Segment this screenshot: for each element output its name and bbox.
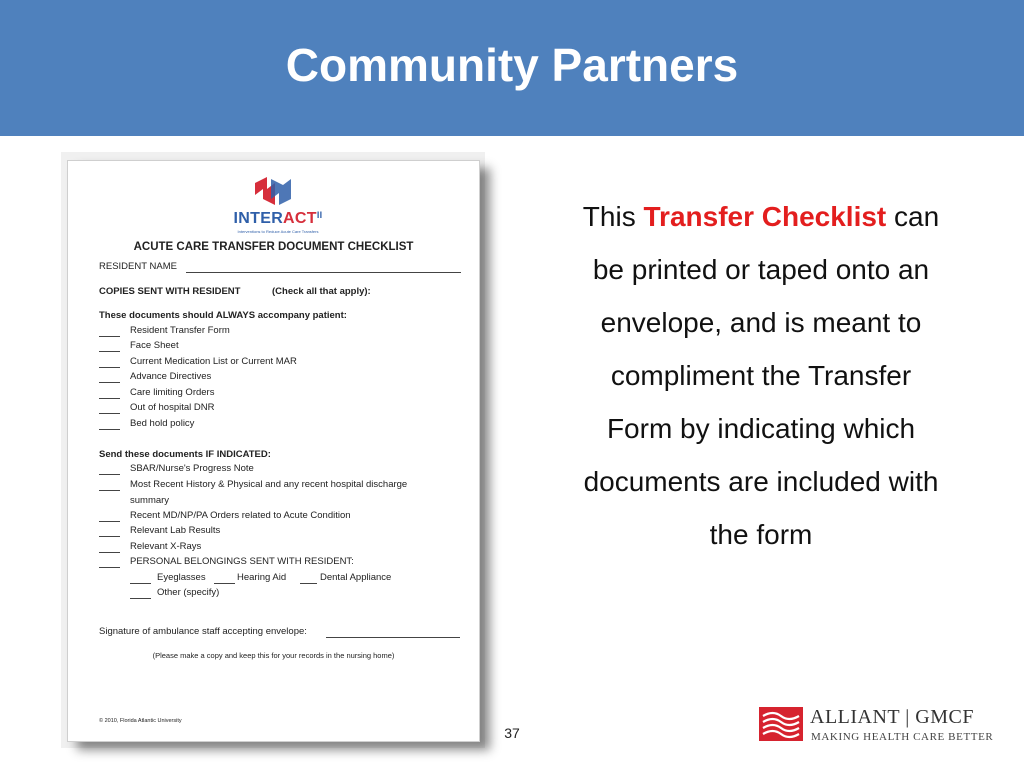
- checkbox-line: [300, 583, 317, 584]
- copyright: © 2010, Florida Atlantic University: [99, 718, 182, 724]
- checkbox-line: [214, 583, 235, 584]
- checklist-document: [67, 160, 480, 742]
- resident-name-label: RESIDENT NAME: [99, 261, 177, 272]
- logo-act: ACT: [283, 210, 317, 227]
- belonging-eyeglasses: Eyeglasses: [157, 572, 206, 583]
- belonging-hearing-aid: Hearing Aid: [237, 572, 287, 583]
- slide-title: Community Partners: [285, 39, 739, 91]
- indicated-item: Most Recent History & Physical and any recent hospital discharge: [130, 479, 408, 490]
- description-highlight: Transfer Checklist: [643, 201, 887, 232]
- indicated-item-continuation: summary: [130, 495, 170, 506]
- page-number: 37: [504, 725, 520, 741]
- resident-name-line: [186, 272, 461, 273]
- always-item: Advance Directives: [130, 371, 212, 382]
- checkbox-line: [99, 382, 120, 383]
- description-intro: This: [582, 201, 644, 232]
- checkbox-line: [99, 413, 120, 414]
- description-rest: can be printed or taped onto an envelope, and is meant to compliment the Transfer Form by indicating which documents are included with the form: [583, 201, 940, 550]
- indicated-item: PERSONAL BELONGINGS SENT WITH RESIDENT:: [130, 556, 354, 567]
- checkbox-line: [99, 351, 120, 352]
- always-item: Resident Transfer Form: [130, 325, 230, 336]
- checkbox-line: [99, 429, 120, 430]
- indicated-item: Recent MD/NP/PA Orders related to Acute Condition: [130, 510, 351, 521]
- copies-heading: COPIES SENT WITH RESIDENT: [99, 286, 241, 297]
- checkbox-line: [99, 567, 120, 568]
- checkbox-line: [130, 598, 151, 599]
- alliant-logo-name: ALLIANT | GMCF: [810, 706, 974, 728]
- always-item: Care limiting Orders: [130, 387, 215, 398]
- always-item: Face Sheet: [130, 340, 179, 351]
- checkbox-line: [130, 583, 151, 584]
- belonging-other: Other (specify): [157, 587, 220, 598]
- checkbox-line: [99, 521, 120, 522]
- signature-label: Signature of ambulance staff accepting envelope:: [99, 626, 307, 637]
- indicated-heading: Send these documents IF INDICATED:: [99, 449, 271, 460]
- always-item: Current Medication List or Current MAR: [130, 356, 297, 367]
- interact-logo-text: [228, 210, 328, 228]
- checkbox-line: [99, 398, 120, 399]
- checkbox-line: [99, 474, 120, 475]
- indicated-item: Relevant Lab Results: [130, 525, 221, 536]
- document-title: ACUTE CARE TRANSFER DOCUMENT CHECKLIST: [133, 241, 414, 253]
- signature-line: [326, 637, 460, 638]
- checkbox-line: [99, 552, 120, 553]
- always-heading: These documents should ALWAYS accompany patient:: [99, 310, 347, 321]
- always-item: Out of hospital DNR: [130, 402, 215, 413]
- checkbox-line: [99, 536, 120, 537]
- checkbox-line: [99, 336, 120, 337]
- alliant-flag-icon: [759, 707, 803, 741]
- always-item: Bed hold policy: [130, 418, 195, 429]
- description-text: [575, 190, 947, 561]
- belonging-dental: Dental Appliance: [320, 572, 392, 583]
- logo-inter: INTER: [233, 210, 284, 227]
- alliant-logo-tagline: MAKING HEALTH CARE BETTER: [811, 731, 994, 743]
- indicated-item: Relevant X-Rays: [130, 541, 202, 552]
- interact-logo-icon: [253, 175, 293, 207]
- footer-note: (Please make a copy and keep this for your records in the nursing home): [152, 651, 395, 660]
- logo-tagline: Interventions to Reduce Acute Care Transfers: [237, 229, 319, 234]
- checkbox-line: [99, 490, 120, 491]
- checkbox-line: [99, 367, 120, 368]
- logo-numeral: II: [316, 210, 323, 220]
- indicated-item: SBAR/Nurse's Progress Note: [130, 463, 254, 474]
- copies-note: (Check all that apply):: [272, 286, 371, 297]
